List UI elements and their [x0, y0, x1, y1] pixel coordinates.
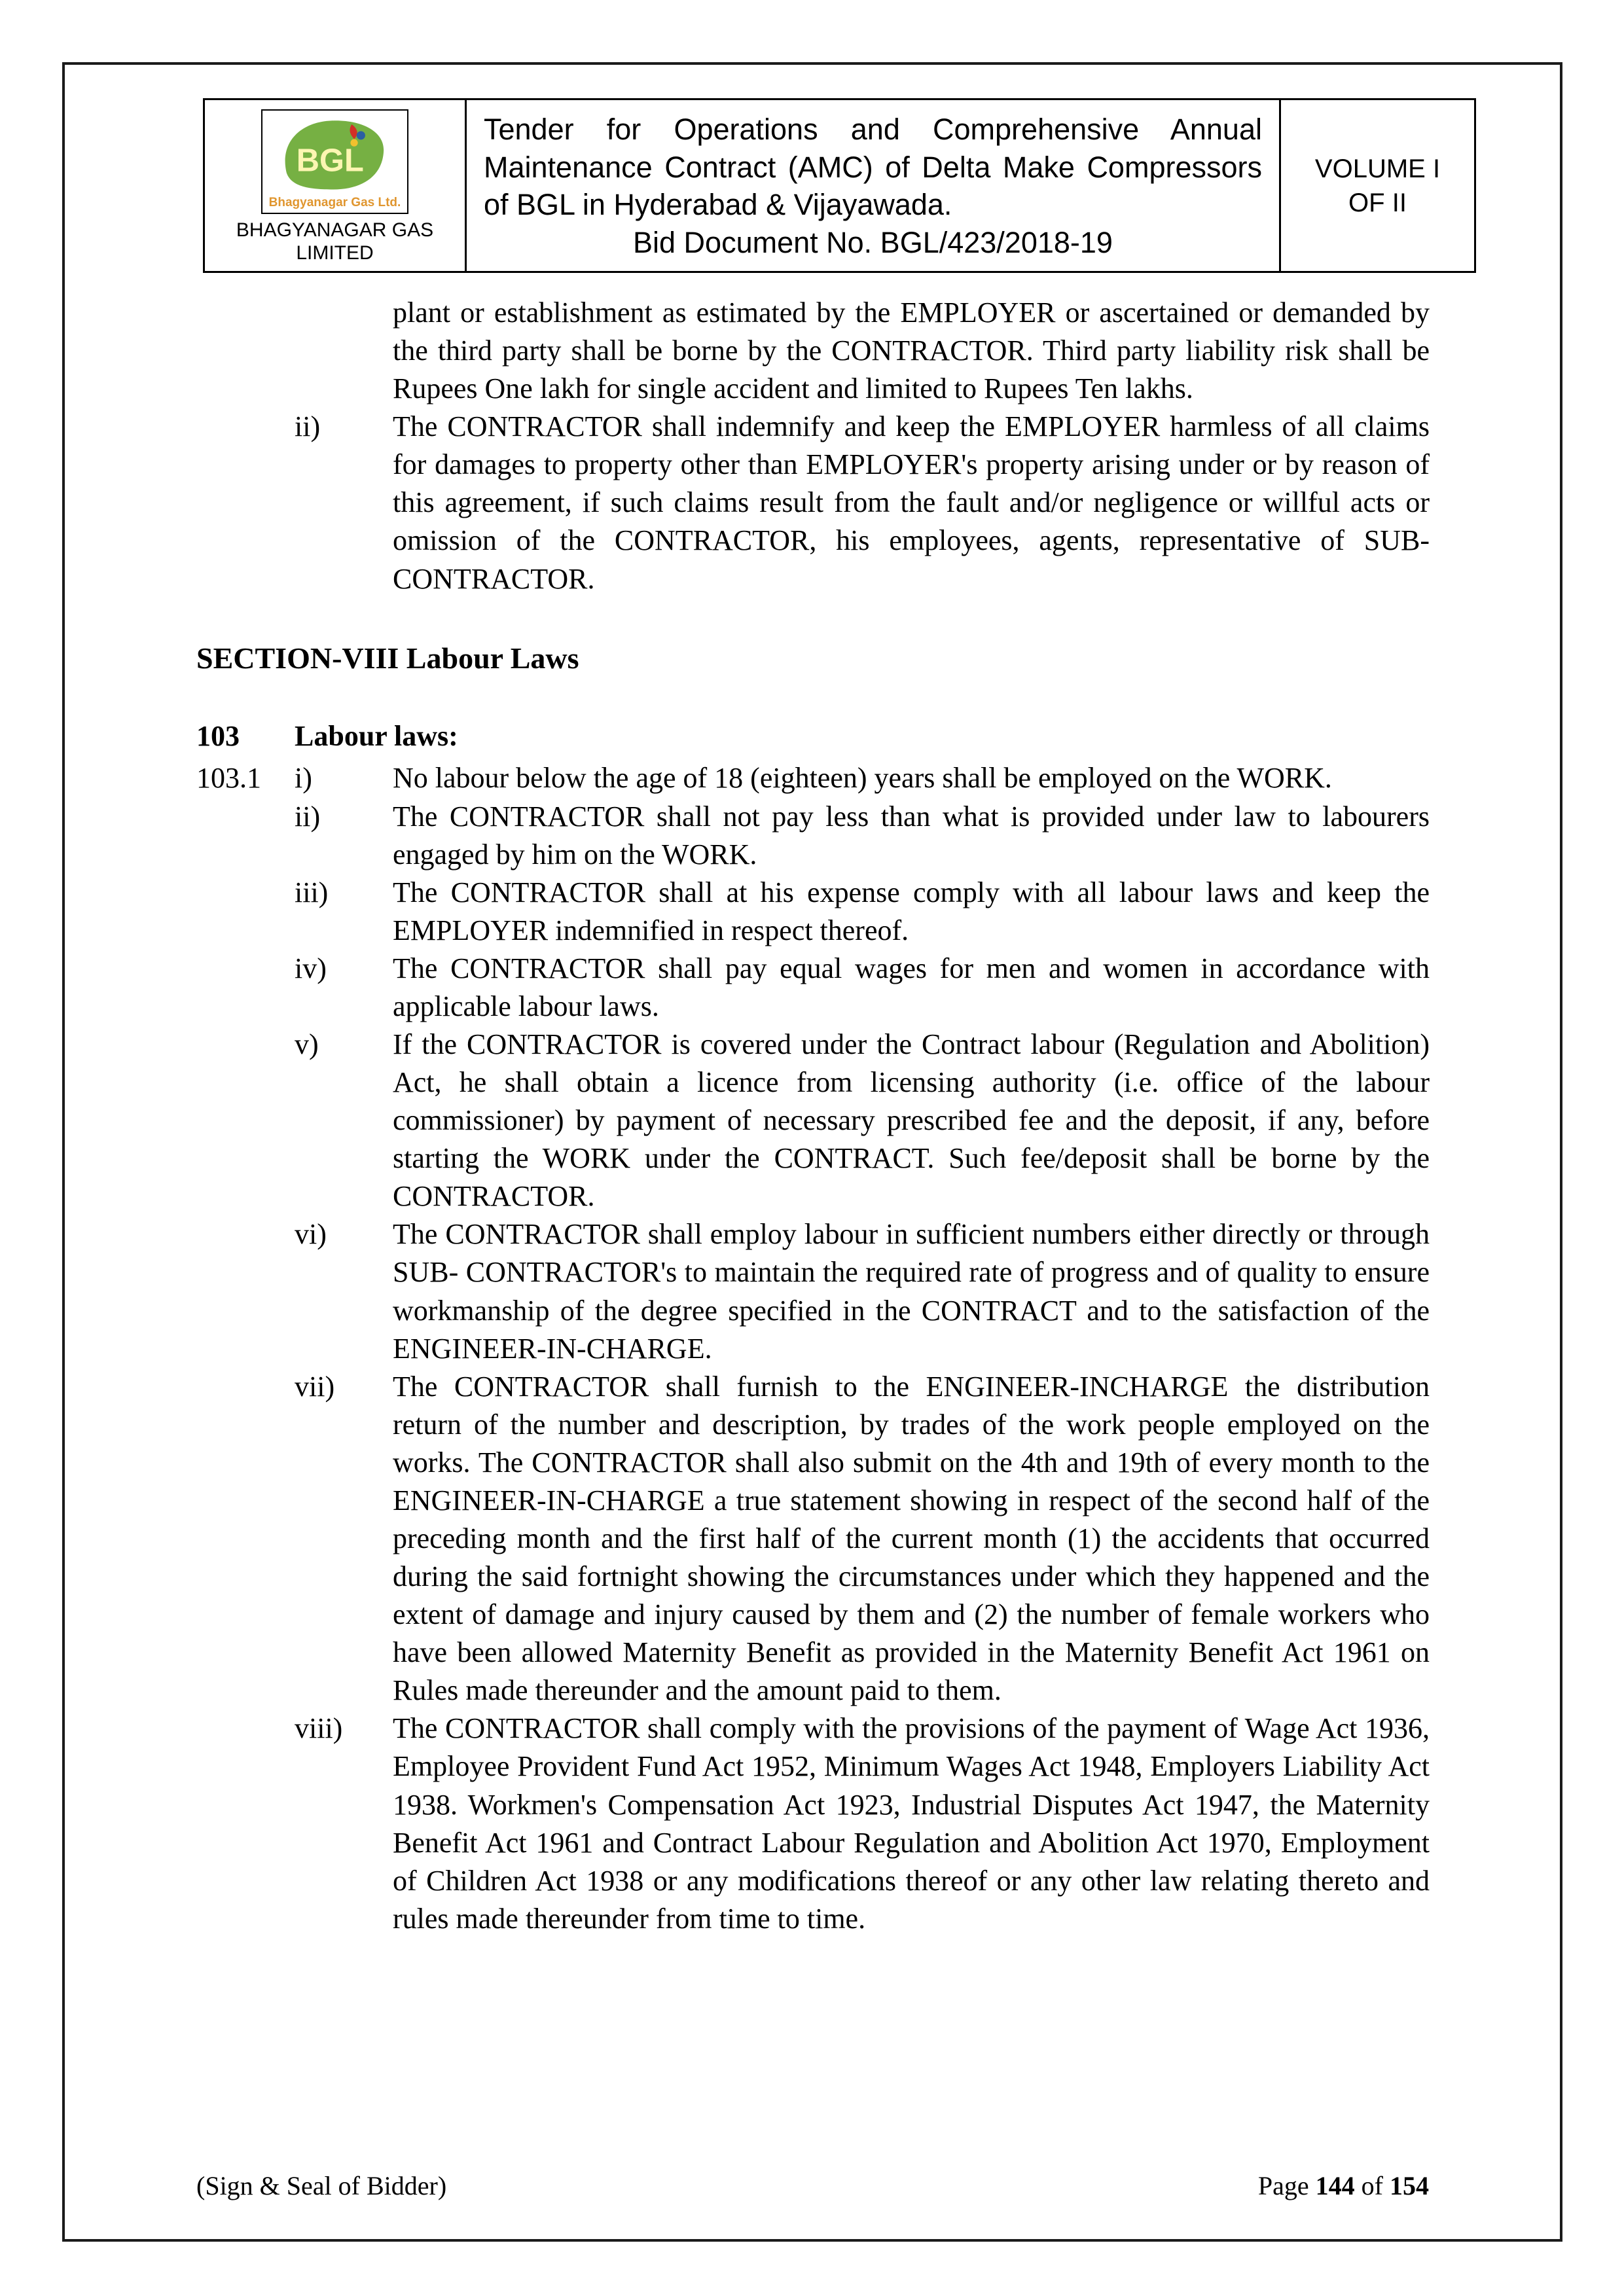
- list-item-text: The CONTRACTOR shall employ labour in sufficient numbers either directly or through SUB- CONTRACTOR's to maintain the required rate of progress and of quality to ensure workmanship of the degree specified in the CONTRACT and to the satisfaction of the ENGINEER-IN-CHARGE.: [393, 1218, 1430, 1365]
- list-item-label: iv): [295, 952, 327, 984]
- page-of: of: [1354, 2171, 1390, 2200]
- labour-laws-list: [295, 798, 1430, 1938]
- bgl-logo: [261, 109, 409, 214]
- clause-heading-row: [196, 717, 1430, 755]
- volume-line1: VOLUME I: [1314, 154, 1441, 183]
- list-item-label: viii): [295, 1712, 343, 1745]
- list-item-text: plant or establishment as estimated by the EMPLOYER or ascertained or demanded by the third party shall be borne by the CONTRACTOR. Third party liability risk shall be Rupees One lakh for single accident and limited to Rupees Ten lakhs.: [393, 296, 1430, 405]
- sub-clause-row: [196, 759, 1430, 797]
- logo-tagline: Bhagyanagar Gas Ltd.: [268, 196, 401, 209]
- list-item-text: If the CONTRACTOR is covered under the Contract labour (Regulation and Abolition) Act, he shall obtain a licence from licensing authority (i.e. office of the labour commissioner) by payment of necessary prescribed fee and the deposit, if any, before starting the WORK under the CONTRACT. Such fee/deposit shall be borne by the CONTRACTOR.: [393, 1028, 1430, 1213]
- list-item: [295, 1026, 1430, 1215]
- list-item-label: ii): [295, 800, 321, 833]
- list-item: [295, 759, 1430, 797]
- page-footer: [196, 2170, 1429, 2201]
- list-item: [295, 408, 1430, 598]
- list-item-text: The CONTRACTOR shall pay equal wages for men and women in accordance with applicable labour laws.: [393, 952, 1430, 1022]
- header-title-cell: [467, 100, 1279, 271]
- org-name-line1: BHAGYANAGAR GAS: [236, 219, 434, 241]
- volume-cell: [1279, 100, 1474, 271]
- page-prefix: Page: [1257, 2171, 1316, 2200]
- list-item: [295, 1710, 1430, 1937]
- list-item: [295, 874, 1430, 950]
- list-item: [295, 950, 1430, 1026]
- sub-clause-number: 103.1: [196, 762, 261, 795]
- document-header: [203, 98, 1476, 273]
- document-page: [62, 62, 1562, 2242]
- list-item-label: iii): [295, 876, 329, 908]
- page-current: 144: [1315, 2171, 1355, 2200]
- org-name-line2: LIMITED: [296, 242, 374, 264]
- document-body: [196, 294, 1430, 1938]
- list-item-text: The CONTRACTOR shall not pay less than what is provided under law to labourers engaged by him on the WORK.: [393, 800, 1430, 870]
- list-item-label: i): [295, 762, 312, 795]
- list-item-label: [295, 294, 393, 408]
- list-item: [295, 798, 1430, 874]
- volume-line2: OF II: [1348, 188, 1407, 217]
- logo-cell: [205, 100, 467, 271]
- list-item: [295, 1368, 1430, 1710]
- page-number: [1258, 2170, 1429, 2201]
- list-item-label: vi): [295, 1218, 327, 1251]
- section-heading: SECTION-VIII Labour Laws: [196, 641, 579, 675]
- sign-seal-note: (Sign & Seal of Bidder): [196, 2171, 447, 2200]
- tender-title: Tender for Operations and Comprehensive Annual Maintenance Contract (AMC) of Delta Make Compressors of BGL in Hyderabad & Vijayawada.: [484, 113, 1262, 222]
- bgl-logo-icon: [279, 115, 390, 194]
- list-item: [295, 1215, 1430, 1367]
- list-item-text: The CONTRACTOR shall at his expense comply with all labour laws and keep the EMPLOYER indemnified in respect thereof.: [393, 876, 1430, 946]
- list-item-text: The CONTRACTOR shall indemnify and keep the EMPLOYER harmless of all claims for damages to property other than EMPLOYER's property arising under or by reason of this agreement, if such claims result from the fault and/or negligence or willful acts or omission of the CONTRACTOR, his employees, agents, representative of SUB-CONTRACTOR.: [393, 410, 1430, 595]
- list-item-text: The CONTRACTOR shall furnish to the ENGINEER-INCHARGE the distribution return of the number and description, by trades of the work people employed on the works. The CONTRACTOR shall also submit on the 4th and 19th of every month to the ENGINEER-IN-CHARGE a true statement showing in respect of the second half of the preceding month and the first half of the current month (1) the accidents that occurred during the said fortnight showing the circumstances under which they happened and the extent of damage and injury caused by them and (2) the number of female workers who have been allowed Maternity Benefit as provided in the Maternity Benefit Act 1961 on Rules made thereunder and the amount paid to them.: [393, 1370, 1430, 1707]
- list-item-label: ii): [295, 410, 321, 443]
- list-item-label: v): [295, 1028, 319, 1060]
- clause-number: 103: [196, 720, 240, 753]
- list-item-label: vii): [295, 1370, 335, 1403]
- page-total: 154: [1390, 2171, 1429, 2200]
- bid-document-number: Bid Document No. BGL/423/2018-19: [633, 225, 1113, 259]
- carryover-clause-list: [295, 294, 1430, 598]
- list-item-text: The CONTRACTOR shall comply with the provisions of the payment of Wage Act 1936, Employee Provident Fund Act 1952, Minimum Wages Act 1948, Employers Liability Act 1938. Workmen's Compensation Act 1923, Industrial Disputes Act 1947, the Maternity Benefit Act 1961 and Contract Labour Regulation and Abolition Act 1970, Employment of Children Act 1938 or any modifications thereof or any other law relating thereto and rules made thereunder from time to time.: [393, 1712, 1430, 1935]
- list-item: [295, 294, 1430, 408]
- org-name: [236, 219, 433, 264]
- logo-acronym: BGL: [297, 143, 365, 179]
- clause-title: Labour laws:: [295, 720, 458, 753]
- list-item-text: No labour below the age of 18 (eighteen) years shall be employed on the WORK.: [393, 762, 1332, 795]
